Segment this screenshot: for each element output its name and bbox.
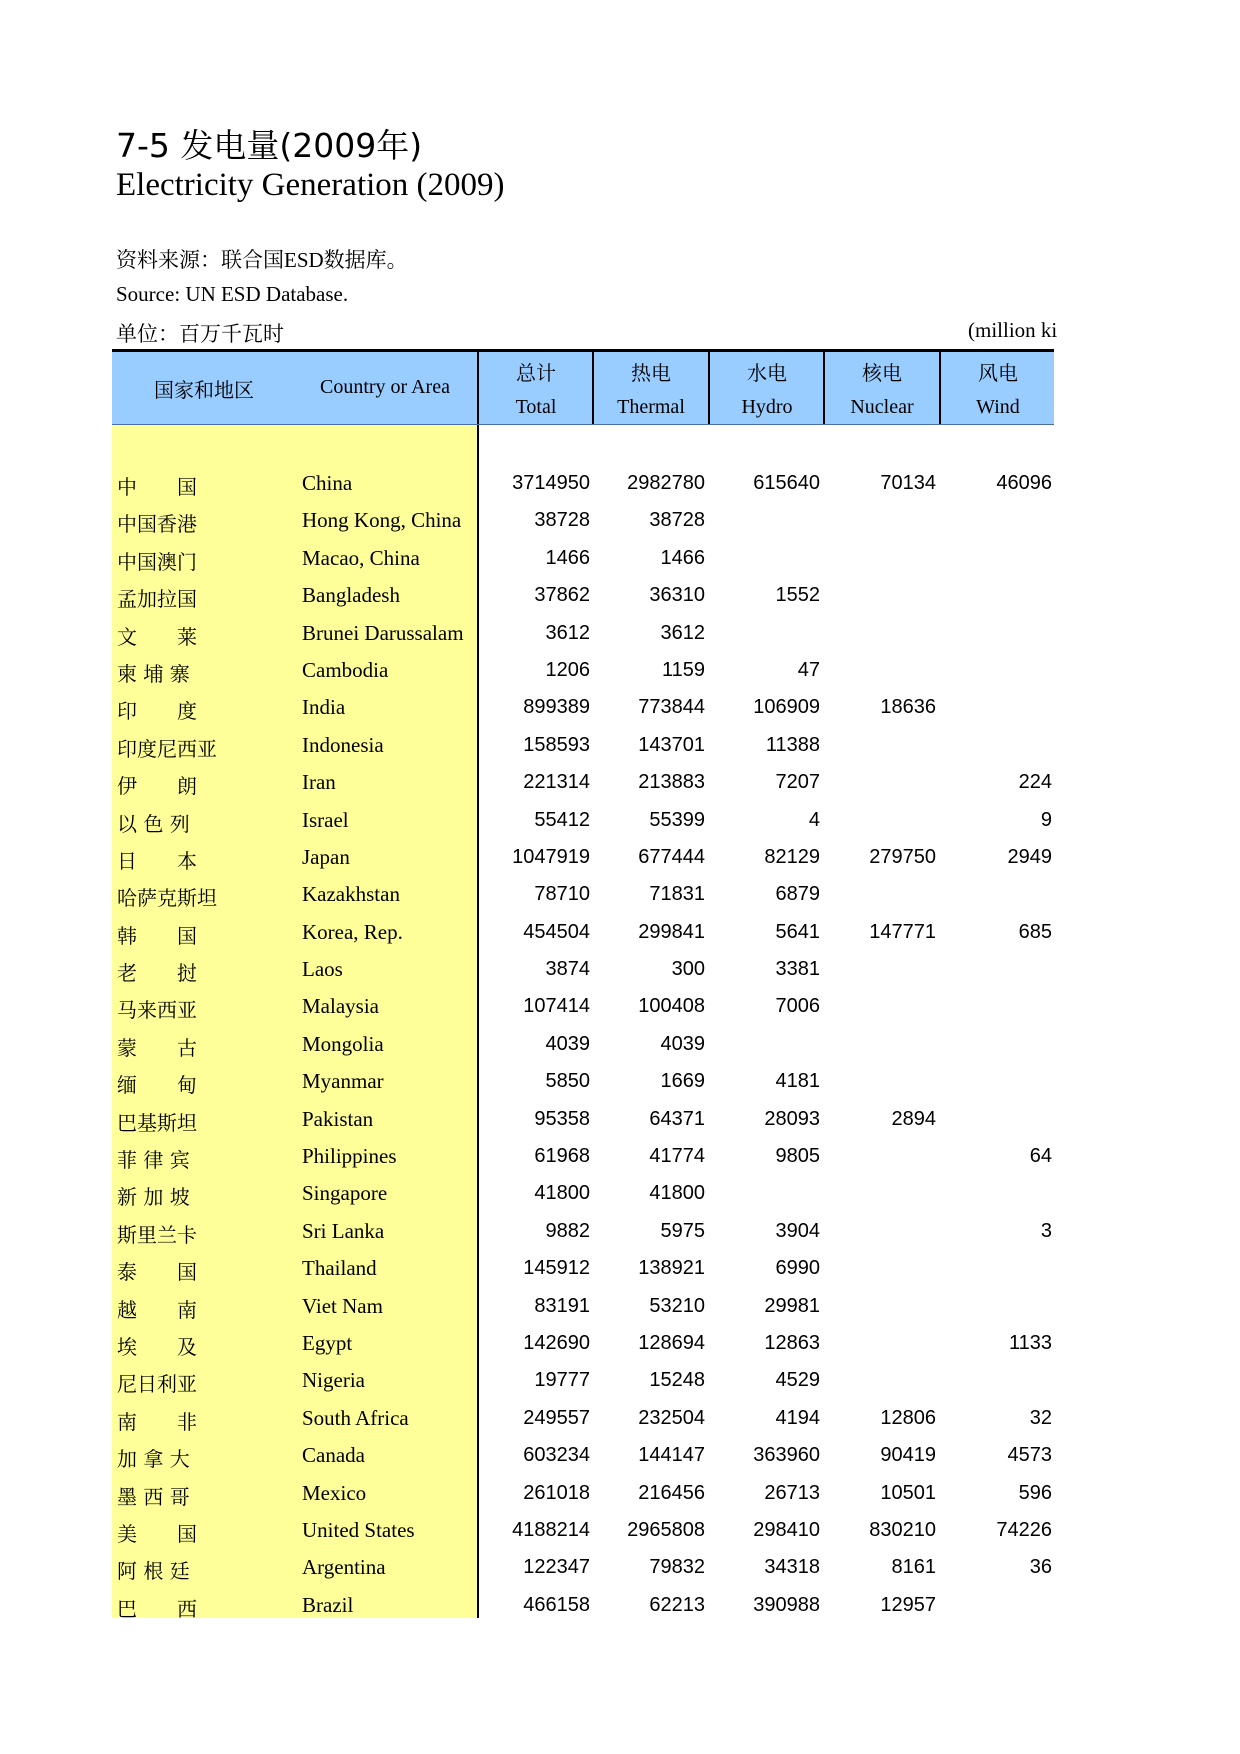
header-hydro: [708, 352, 824, 424]
thermal-value: 38728: [649, 509, 705, 532]
thermal-value: 300: [671, 958, 705, 981]
header-total-en: Total: [515, 396, 557, 418]
header-hydro-cn: 水电: [747, 361, 787, 385]
total-value: 78710: [534, 883, 590, 906]
thermal-value: 1669: [660, 1070, 705, 1093]
total-value: 899389: [523, 696, 590, 719]
thermal-value: 2982780: [627, 472, 705, 494]
thermal-value: 15248: [649, 1369, 705, 1392]
table-row: [112, 614, 1054, 651]
table-row: [112, 1436, 1054, 1473]
total-value: 603234: [523, 1444, 590, 1467]
country-name-en: India: [302, 695, 346, 720]
total-value: 249557: [523, 1406, 590, 1429]
table-row: [112, 1174, 1054, 1211]
thermal-value: 55399: [649, 808, 705, 831]
header-thermal-cn: 热电: [631, 361, 671, 385]
thermal-value: 3612: [660, 621, 705, 644]
nuclear-value: 830210: [869, 1518, 936, 1541]
hydro-value: 4181: [775, 1070, 820, 1093]
country-name-cn: 韩 国: [117, 923, 197, 948]
total-value: 3874: [545, 958, 590, 981]
country-name-cn: 孟加拉国: [117, 587, 197, 612]
country-name-en: Canada: [302, 1443, 365, 1468]
country-name-en: South Africa: [302, 1405, 409, 1430]
hydro-value: 28093: [764, 1107, 820, 1130]
hydro-value: 12863: [764, 1331, 820, 1354]
table-row: [112, 539, 1054, 576]
table-row: [112, 875, 1054, 912]
thermal-value: 138921: [638, 1257, 705, 1280]
hydro-value: 5641: [775, 920, 820, 943]
wind-value: 32: [1029, 1406, 1052, 1429]
total-value: 61968: [534, 1145, 590, 1168]
wind-value: 36: [1029, 1556, 1052, 1579]
country-name-cn: 中国澳门: [117, 549, 197, 574]
country-name-cn: 哈萨克斯坦: [117, 886, 217, 911]
country-name-en: China: [302, 471, 353, 495]
table-row: [112, 1324, 1054, 1361]
thermal-value: 5975: [660, 1219, 705, 1242]
total-value: 122347: [523, 1556, 590, 1579]
table-row: [112, 1474, 1054, 1511]
thermal-value: 53210: [649, 1294, 705, 1317]
table-header: [112, 352, 1054, 425]
wind-value: 74226: [996, 1518, 1052, 1541]
table-row: [112, 801, 1054, 838]
header-wind-cn: 风电: [978, 361, 1018, 385]
country-name-cn: 南 非: [117, 1409, 197, 1434]
total-value: 38728: [534, 509, 590, 532]
total-value: 95358: [534, 1107, 590, 1130]
hydro-value: 4: [808, 808, 820, 831]
hydro-value: 82129: [764, 845, 820, 868]
thermal-value: 4039: [660, 1032, 705, 1055]
country-name-cn: 老 挝: [117, 961, 197, 986]
thermal-value: 128694: [638, 1331, 705, 1354]
country-name-en: Sri Lanka: [302, 1218, 385, 1243]
nuclear-value: 147771: [869, 920, 936, 943]
country-name-en: Hong Kong, China: [302, 508, 462, 533]
table-row: [112, 726, 1054, 763]
table-row: [112, 763, 1054, 800]
country-name-en: Malaysia: [302, 994, 379, 1019]
thermal-value: 1466: [660, 546, 705, 569]
country-name-en: Cambodia: [302, 657, 389, 682]
nuclear-value: 12957: [880, 1593, 936, 1616]
hydro-value: 298410: [753, 1518, 820, 1541]
hydro-value: 7207: [775, 771, 820, 794]
total-value: 142690: [523, 1331, 590, 1354]
source-cn: 资料来源：联合国ESD数据库。: [116, 248, 408, 272]
source-en: Source: UN ESD Database.: [116, 282, 349, 306]
hydro-value: 4529: [775, 1369, 820, 1392]
nuclear-value: 10501: [880, 1481, 936, 1504]
wind-value: 4573: [1007, 1444, 1052, 1467]
total-value: 4039: [545, 1032, 590, 1055]
thermal-value: 216456: [638, 1481, 705, 1504]
thermal-value: 62213: [649, 1593, 705, 1616]
country-name-en: Mongolia: [302, 1031, 384, 1056]
total-value: 145912: [523, 1257, 590, 1280]
country-name-cn: 墨 西 哥: [117, 1484, 190, 1509]
total-value: 19777: [534, 1369, 590, 1392]
country-name-en: Philippines: [302, 1144, 397, 1169]
wind-value: 64: [1029, 1145, 1052, 1168]
total-value: 158593: [523, 733, 590, 756]
country-name-cn: 中 国: [117, 475, 197, 499]
hydro-value: 1552: [775, 584, 820, 607]
country-name-en: Indonesia: [302, 732, 384, 757]
total-value: 9882: [545, 1219, 590, 1242]
hydro-value: 6990: [775, 1257, 820, 1280]
table-row: [112, 1399, 1054, 1436]
country-name-cn: 缅 甸: [117, 1073, 197, 1098]
country-name-cn: 印 度: [117, 699, 197, 724]
table-row: [112, 950, 1054, 987]
country-name-en: Thailand: [302, 1256, 377, 1281]
country-name-cn: 日 本: [117, 848, 197, 873]
country-name-cn: 菲 律 宾: [117, 1148, 190, 1173]
country-name-en: Laos: [302, 957, 343, 982]
table-row: [112, 1249, 1054, 1286]
header-wind: [939, 352, 1055, 424]
total-value: 41800: [534, 1182, 590, 1205]
country-name-en: Macao, China: [302, 545, 420, 570]
country-name-en: Kazakhstan: [302, 882, 400, 907]
wind-value: 224: [1018, 771, 1052, 794]
thermal-value: 143701: [638, 733, 705, 756]
hydro-value: 3381: [775, 958, 820, 981]
table-row: [112, 1361, 1054, 1398]
country-name-en: Viet Nam: [302, 1293, 383, 1318]
hydro-value: 390988: [753, 1593, 820, 1616]
nuclear-value: 12806: [880, 1406, 936, 1429]
country-name-cn: 马来西亚: [117, 998, 197, 1023]
page-title-cn: 7-5 发电量(2009年): [116, 126, 423, 165]
total-value: 83191: [534, 1294, 590, 1317]
table-row: [112, 501, 1054, 538]
wind-value: 685: [1018, 920, 1052, 943]
country-name-cn: 以 色 列: [117, 811, 190, 836]
hydro-value: 26713: [764, 1481, 820, 1504]
country-name-en: Egypt: [302, 1330, 353, 1355]
nuclear-value: 18636: [880, 696, 936, 719]
country-name-en: Myanmar: [302, 1069, 384, 1094]
header-nuclear-en: Nuclear: [850, 396, 914, 418]
table-row: [112, 464, 1054, 501]
country-name-cn: 阿 根 廷: [117, 1559, 190, 1584]
nuclear-value: 70134: [880, 472, 936, 494]
hydro-value: 47: [797, 658, 820, 681]
country-name-cn: 泰 国: [117, 1260, 197, 1285]
table-row: [112, 913, 1054, 950]
total-value: 1047919: [512, 845, 590, 868]
wind-value: 46096: [996, 472, 1052, 494]
table-row: [112, 688, 1054, 725]
country-name-en: Japan: [302, 844, 350, 869]
table-row: [112, 1100, 1054, 1137]
hydro-value: 3904: [775, 1219, 820, 1242]
table-body: [112, 464, 1054, 1623]
country-name-cn: 美 国: [117, 1521, 197, 1546]
thermal-value: 71831: [649, 883, 705, 906]
thermal-value: 36310: [649, 584, 705, 607]
nuclear-value: 90419: [880, 1444, 936, 1467]
wind-value: 1133: [1008, 1331, 1052, 1354]
hydro-value: 363960: [753, 1444, 820, 1467]
country-name-cn: 埃 及: [117, 1334, 197, 1359]
country-name-en: Korea, Rep.: [302, 919, 403, 944]
header-total-cn: 总计: [516, 361, 556, 385]
country-name-en: Iran: [302, 770, 336, 795]
header-country-en: Country or Area: [320, 376, 450, 398]
unit-cn: 单位：百万千瓦时: [116, 322, 284, 346]
thermal-value: 2965808: [627, 1518, 705, 1541]
header-country-cn: 国家和地区: [154, 378, 254, 402]
total-value: 5850: [545, 1070, 590, 1093]
hydro-value: 615640: [753, 472, 820, 494]
hydro-value: 6879: [775, 883, 820, 906]
country-name-cn: 蒙 古: [117, 1035, 197, 1060]
country-name-en: Argentina: [302, 1555, 386, 1580]
hydro-value: 11388: [765, 733, 820, 756]
country-name-cn: 新 加 坡: [117, 1185, 190, 1210]
table-row: [112, 1586, 1054, 1623]
country-name-cn: 巴基斯坦: [117, 1110, 197, 1135]
wind-value: 9: [1040, 808, 1052, 831]
wind-value: 3: [1040, 1219, 1052, 1242]
total-value: 37862: [534, 584, 590, 607]
country-name-en: Singapore: [302, 1181, 388, 1206]
country-name-en: Mexico: [302, 1480, 367, 1505]
hydro-value: 7006: [775, 995, 820, 1018]
thermal-value: 100408: [638, 995, 705, 1018]
country-name-cn: 尼日利亚: [117, 1372, 197, 1397]
hydro-value: 106909: [753, 696, 820, 719]
country-name-en: Nigeria: [302, 1368, 365, 1393]
total-value: 3612: [545, 621, 590, 644]
country-name-cn: 伊 朗: [117, 774, 197, 799]
thermal-value: 677444: [638, 845, 705, 868]
thermal-value: 79832: [649, 1556, 705, 1579]
country-name-en: Israel: [302, 807, 349, 832]
table-row: [112, 576, 1054, 613]
total-value: 55412: [534, 808, 590, 831]
header-name-cell: [112, 352, 478, 424]
total-value: 466158: [523, 1593, 590, 1616]
total-value: 1206: [545, 658, 590, 681]
hydro-value: 29981: [764, 1294, 820, 1317]
country-name-cn: 加 拿 大: [117, 1447, 190, 1472]
table-row: [112, 1511, 1054, 1548]
country-name-en: Brazil: [302, 1592, 354, 1617]
country-name-en: United States: [302, 1517, 415, 1542]
thermal-value: 232504: [638, 1406, 705, 1429]
thermal-value: 144147: [638, 1444, 705, 1467]
country-name-cn: 斯里兰卡: [117, 1222, 197, 1247]
unit-en: (million ki: [968, 318, 1058, 342]
thermal-value: 64371: [649, 1107, 705, 1130]
wind-value: 596: [1018, 1481, 1052, 1504]
thermal-value: 773844: [638, 696, 705, 719]
table-row: [112, 1287, 1054, 1324]
page-title-en: Electricity Generation (2009): [116, 167, 505, 203]
header-total: [477, 352, 593, 424]
wind-value: 2949: [1007, 845, 1052, 868]
country-name-cn: 文 莱: [117, 624, 197, 649]
total-value: 4188214: [512, 1518, 590, 1541]
table-row: [112, 838, 1054, 875]
country-name-cn: 印度尼西亚: [117, 736, 217, 761]
country-name-cn: 巴 西: [117, 1596, 197, 1621]
total-value: 3714950: [512, 472, 590, 494]
total-value: 261018: [523, 1481, 590, 1504]
total-value: 1466: [545, 546, 590, 569]
hydro-value: 4194: [775, 1406, 820, 1429]
country-name-cn: 中国香港: [117, 512, 197, 537]
country-name-cn: 越 南: [117, 1297, 197, 1322]
total-value: 454504: [523, 920, 590, 943]
country-name-en: Brunei Darussalam: [302, 620, 464, 645]
header-hydro-en: Hydro: [741, 396, 793, 418]
country-name-en: Pakistan: [302, 1106, 374, 1131]
country-name-cn: 柬 埔 寨: [117, 661, 190, 686]
header-thermal-en: Thermal: [617, 396, 685, 418]
table-row: [112, 1548, 1054, 1585]
header-thermal: [592, 352, 708, 424]
nuclear-value: 8161: [891, 1556, 936, 1579]
country-name-en: Bangladesh: [302, 583, 400, 608]
header-nuclear: [823, 352, 939, 424]
thermal-value: 41774: [649, 1145, 705, 1168]
nuclear-value: 279750: [869, 845, 936, 868]
total-value: 107414: [523, 995, 590, 1018]
nuclear-value: 2894: [891, 1107, 936, 1130]
table-row: [112, 987, 1054, 1024]
thermal-value: 213883: [638, 771, 705, 794]
table-row: [112, 1025, 1054, 1062]
hydro-value: 9805: [775, 1145, 820, 1168]
header-nuclear-cn: 核电: [862, 361, 902, 385]
table-row: [112, 1062, 1054, 1099]
thermal-value: 41800: [649, 1182, 705, 1205]
thermal-value: 299841: [638, 920, 705, 943]
total-value: 221314: [523, 771, 590, 794]
thermal-value: 1159: [661, 658, 705, 681]
header-wind-en: Wind: [976, 396, 1020, 418]
table-row: [112, 651, 1054, 688]
table-row: [112, 1137, 1054, 1174]
hydro-value: 34318: [764, 1556, 820, 1579]
table-row: [112, 1212, 1054, 1249]
